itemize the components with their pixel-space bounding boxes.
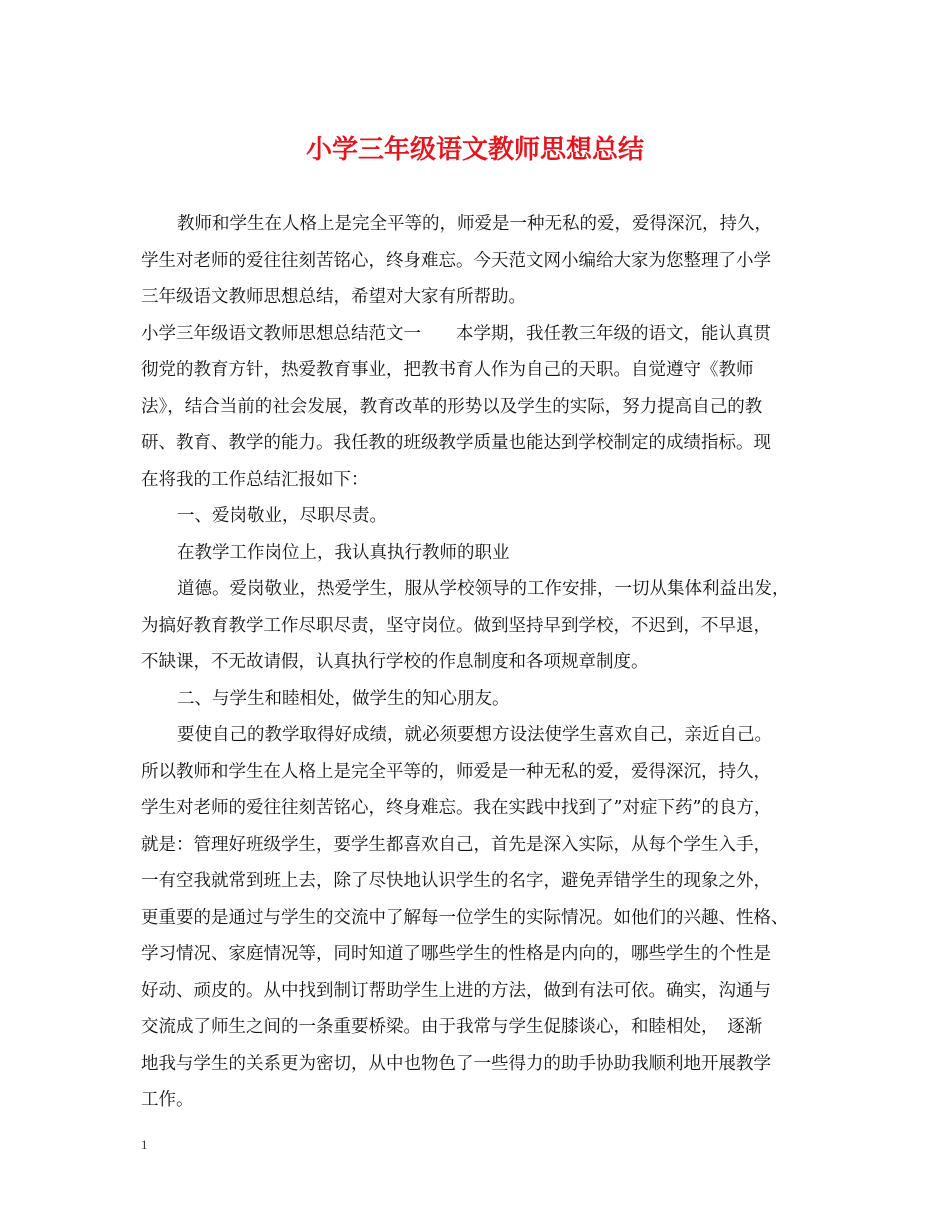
text-line: 要使自己的教学取得好成绩，就必须要想方设法使学生喜欢自己，亲近自己。 bbox=[177, 725, 772, 745]
text-line: 工作。 bbox=[141, 1090, 194, 1110]
text-line: 学生对老师的爱往往刻苦铭心，终身难忘。我在实践中找到了”对症下药”的良方， bbox=[141, 798, 772, 818]
text-line: 为搞好教育教学工作尽职尽责，坚守岗位。做到坚持早到学校，不迟到，不早退， bbox=[141, 615, 771, 636]
text-line: 法》，结合当前的社会发展，教育改革的形势以及学生的实际，努力提高自己的教 bbox=[141, 396, 763, 417]
text-line: 不缺课，不无故请假，认真执行学校的作息制度和各项规章制度。 bbox=[141, 652, 649, 672]
text-line: 二、与学生和睦相处，做学生的知心朋友。 bbox=[177, 688, 510, 709]
text-line: 一有空我就常到班上去，除了尽快地认识学生的名字，避免弄错学生的现象之外， bbox=[141, 871, 771, 891]
text-line: 彻党的教育方针，热爱教育事业，把教书育人作为自己的天职。自觉遵守《教师 bbox=[141, 360, 754, 380]
document-body bbox=[141, 206, 831, 1119]
text-line: 小学三年级语文教师思想总结范文一 本学期，我任教三年级的语文，能认真贯 bbox=[141, 323, 771, 344]
text-line: 交流成了师生之间的一条重要桥梁。由于我常与学生促膝谈心，和睦相处， 逐渐 bbox=[141, 1017, 763, 1037]
page-number: 1 bbox=[141, 1137, 148, 1152]
text-line: 教师和学生在人格上是完全平等的，师爱是一种无私的爱，爱得深沉，持久， bbox=[177, 214, 772, 234]
text-line: 一、爱岗敬业，尽职尽责。 bbox=[177, 506, 387, 526]
text-line: 三年级语文教师思想总结，希望对大家有所帮助。 bbox=[141, 287, 526, 307]
text-line: 学习情况、家庭情况等，同时知道了哪些学生的性格是内向的，哪些学生的个性是 bbox=[141, 944, 771, 964]
text-line: 在将我的工作总结汇报如下： bbox=[141, 469, 369, 490]
text-line: 研、教育、教学的能力。我任教的班级教学质量也能达到学校制定的成绩指标。现 bbox=[141, 433, 771, 453]
text-line: 道德。爱岗敬业，热爱学生，服从学校领导的工作安排，一切从集体利益出发， bbox=[177, 579, 790, 599]
text-line: 在教学工作岗位上，我认真执行教师的职业 bbox=[177, 542, 510, 563]
text-line: 学生对老师的爱往往刻苦铭心，终身难忘。今天范文网小编给大家为您整理了小学 bbox=[141, 250, 771, 271]
text-line: 地我与学生的关系更为密切，从中也物色了一些得力的助手协助我顺利地开展教学 bbox=[141, 1053, 771, 1074]
text-line: 好动、顽皮的。从中找到制订帮助学生上进的方法，做到有法可依。确实，沟通与 bbox=[141, 980, 771, 1001]
text-line: 所以教师和学生在人格上是完全平等的，师爱是一种无私的爱，爱得深沉，持久， bbox=[141, 761, 771, 782]
text-line: 就是：管理好班级学生，要学生都喜欢自己，首先是深入实际，从每个学生入手， bbox=[141, 834, 771, 855]
document-title: 小学三年级语文教师思想总结 bbox=[305, 135, 644, 165]
text-line: 更重要的是通过与学生的交流中了解每一位学生的实际情况。如他们的兴趣、性格、 bbox=[141, 907, 789, 928]
